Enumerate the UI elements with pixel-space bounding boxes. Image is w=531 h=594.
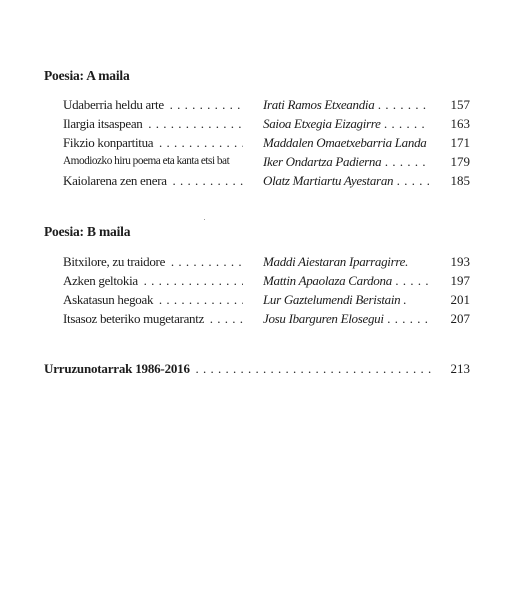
entry-author: Irati Ramos Etxeandia . . . [263,96,429,113]
entry-title: Azken geltokia . . . [63,272,243,289]
entry-title: Ilargia itsaspean . . . [63,115,243,132]
entry-author: Maddalen Omaetxebarria Landa [263,135,427,150]
entry-page-number: 193 [450,254,470,269]
entry-author: Josu Ibarguren Elosegui . . . [263,310,429,327]
entry-author: Maddi Aiestaran Iparragirre. [263,254,409,269]
entry-page-number: 207 [450,311,470,326]
entry-title: Kaiolarena zen enera . . . [63,172,243,189]
entry-page-number: 163 [450,116,470,131]
entry-title: Fikzio konpartitua . . . [63,134,243,151]
entry-author: Olatz Martiartu Ayestaran . . . [263,172,429,189]
final-entry-page-number: 213 [450,361,470,376]
section-heading-a: Poesia: A maila [44,68,130,83]
entry-author: Mattin Apaolaza Cardona . . . [263,272,429,289]
entry-page-number: 157 [450,97,470,112]
entry-page-number: 171 [450,135,470,150]
entry-page-number: 179 [450,154,470,169]
entry-title: Amodiozko hiru poema eta kanta etsi bat [63,155,230,167]
entry-author: Lur Gaztelumendi Beristain . [263,292,407,307]
entry-page-number: 201 [450,292,470,307]
entry-title: Bitxilore, zu traidore . . . [63,253,243,270]
section-heading-b: Poesia: B maila [44,224,131,239]
toc-entry-final [44,360,474,377]
entry-page-number: 197 [450,273,470,288]
final-entry-title: Urruzunotarrak 1986-2016 . . . [44,360,436,377]
entry-title: Itsasoz beteriko mugetarantz . . . [63,310,243,327]
entry-title: Udaberria heldu arte . . . [63,96,243,113]
entry-author: Iker Ondartza Padierna . . . [263,153,429,170]
print-speck [204,219,205,220]
entry-page-number: 185 [450,173,470,188]
entry-title: Askatasun hegoak . . . [63,291,243,308]
entry-author: Saioa Etxegia Eizagirre . . . [263,115,429,132]
